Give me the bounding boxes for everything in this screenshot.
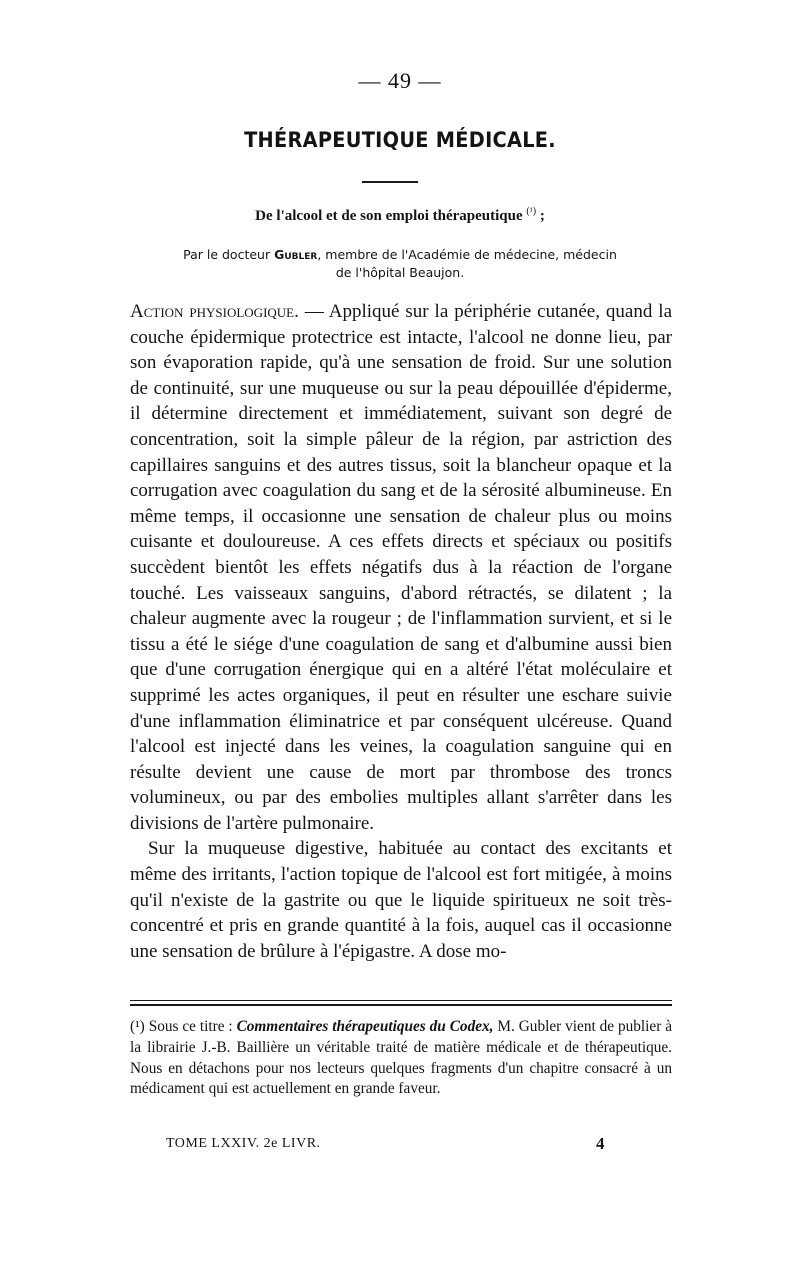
page-number: — 49 — (358, 68, 442, 93)
title-divider (362, 181, 418, 183)
section-title: THÉRAPEUTIQUE MÉDICALE. (244, 128, 556, 152)
article-footnote-ref: (¹) (526, 206, 537, 217)
footnote-marker: (¹) (130, 1018, 145, 1035)
footnote-italic-title: Commentaires thérapeutiques du Codex, (236, 1018, 494, 1035)
volume-signature: TOME LXXIV. 2e LIVR. (166, 1136, 321, 1151)
article-title (0, 206, 800, 225)
byline-author: Gubler (274, 247, 318, 262)
sheet-number: 4 (596, 1134, 605, 1153)
paragraph-2: Sur la muqueuse digestive, habituée au contact des excitants et même des irritants, l'action topique de l'alcool est fort mitigée, à moins qu'il n'existe de la gastrite ou que le liquide spiritueux ne soit très-concentré et pris en grande quantité à la fois, auquel cas il occasionne une sensation de brûlure à l'épigastre. A dose mo- (130, 838, 672, 962)
byline-prefix: Par le docteur (183, 247, 271, 262)
paragraph-1 (130, 299, 672, 836)
byline-rest-1: , membre de l'Académie de médecine, médecin (317, 247, 617, 262)
footnote (130, 1017, 672, 1100)
body-text (130, 299, 672, 964)
footnote-divider (130, 1000, 672, 1001)
byline-rest-2: de l'hôpital Beaujon. (335, 265, 465, 280)
footnote-text-after: M. Gubler vient de publier à la librairie J.-B. Baillière un véritable traité de matière médicale et de thérapeutique. Nous en détachons pour nos lecteurs quelques fragments d'un chapitre consacré à un médicament qui est actuellement en grande faveur. (130, 1018, 673, 1098)
byline (140, 246, 660, 282)
footnote-text-before: Sous ce titre : (144, 1018, 237, 1035)
paragraph-1-text: — Appliqué sur la périphérie cutanée, quand la couche épidermique protectrice est intacte, l'alcool ne donne lieu, par son évaporation rapide, qu'à une sensation de froid. Sur une solution de continuité, sur une muqueuse ou sur la peau dépouillée d'épiderme, il détermine directement et immédiatement, suivant son degré de concentration, soit la simple pâleur de la région, par astriction des capillaires sanguins et des autres tissus, soit la blancheur opaque et la corrugation avec coagulation du sang et de la sérosité albumineuse. En même temps, il occasionne une sensation de chaleur plus ou moins cuisante et douloureuse. A ces effets directs et spéciaux ou positifs succèdent bientôt les effets négatifs dus à la réaction de l'organe touché. Les vaisseaux sanguins, d'abord rétractés, se dilatent ; la chaleur augmente avec la rougeur ; de l'inflammation survient, et si le tissu a été le siége d'une coagulation de sang et d'albumine aussi bien que d'une corrugation énergique qui en a altéré l'état moléculaire et supprimé les actes organiques, il peut en résulter une eschare suivie d'une inflammation éliminatrice et par conséquent ulcéreuse. Quand l'alcool est injecté dans les veines, la coagulation sanguine qui en résulte devient une cause de mort par thrombose des troncs volumineux, ou par des embolies multiples allant s'arrêter dans les divisions de l'artère pulmonaire. (130, 301, 672, 834)
article-title-text: De l'alcool et de son emploi thérapeutique (255, 208, 523, 224)
paragraph-lead: Action physiologique. (130, 301, 299, 322)
article-title-suffix: ; (539, 208, 545, 224)
footnote-divider-thick (130, 1004, 672, 1006)
